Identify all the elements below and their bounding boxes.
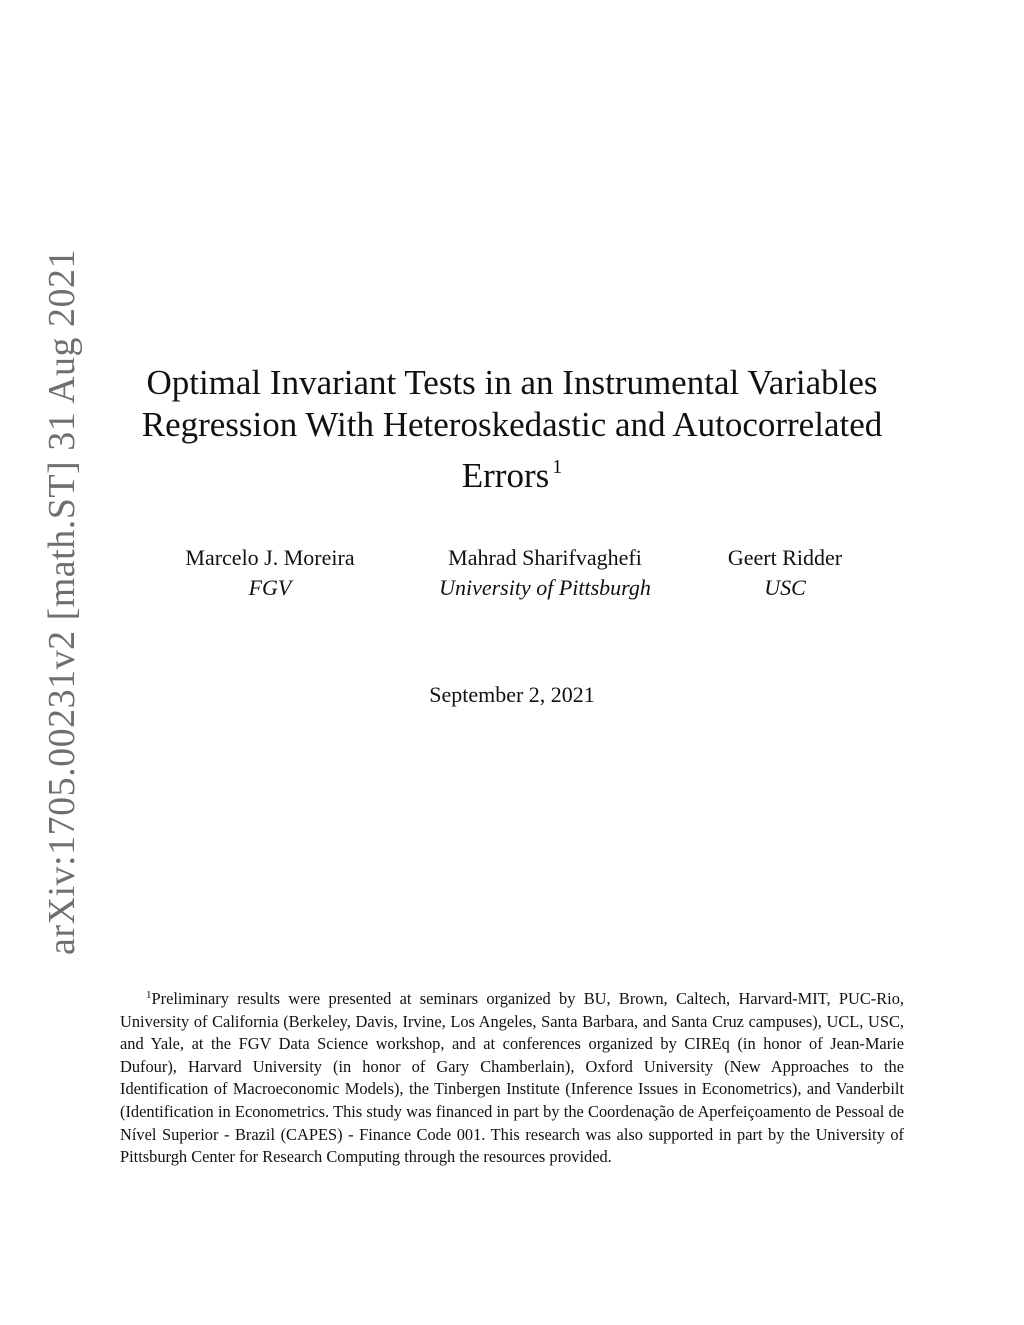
author-name: Geert Ridder — [727, 545, 843, 570]
author-affiliation: University of Pittsburgh — [439, 575, 651, 600]
author-3 — [695, 543, 875, 603]
publication-date: September 2, 2021 — [429, 682, 595, 707]
title-line-3-text: Errors — [461, 456, 550, 495]
footnote-text: Preliminary results were presented at seminars organized by BU, Brown, Caltech, Harvard-MIT, PUC-Rio, University of California (Berkeley, Davis, Irvine, Los Angeles, Santa Barbara, and Santa Cruz campuses), UCL, USC, and Yale, at the FGV Data Science workshop, and at conferences organized by CIREq (in honor of Jean-Marie Dufour), Harvard University (in honor of Gary Chamberlain), Oxford University (New Approaches to the Identification of Macroeconomic Models), the Tinbergen Institute (Inference Issues in Econometrics), and Vanderbilt (Identification in Econometrics. This study was financed in part by the Coordenação de Aperfeiçoamento de Pessoal de Nível Superior - Brazil (CAPES) - Finance Code 001. This research was also supported in part by the University of Pittsburgh Center for Research Computing through the resources provided. — [120, 989, 904, 1167]
author-1 — [150, 543, 390, 603]
author-name: Mahrad Sharifvaghefi — [448, 545, 642, 570]
footnote-mark: 1 — [146, 989, 152, 1001]
title-footnote — [120, 984, 904, 1169]
author-name: Marcelo J. Moreira — [185, 545, 355, 570]
author-block — [120, 543, 904, 623]
author-affiliation: USC — [764, 575, 806, 600]
paper-title — [120, 362, 904, 497]
title-line-1: Optimal Invariant Tests in an Instrumental Variables — [146, 363, 878, 402]
arxiv-identifier-stamp: arXiv:1705.00231v2 [math.ST] 31 Aug 2021 — [41, 248, 83, 955]
title-footnote-mark: 1 — [552, 456, 563, 478]
title-line-3 — [120, 446, 904, 497]
author-affiliation: FGV — [248, 575, 292, 600]
author-2 — [410, 543, 680, 603]
title-line-2: Regression With Heteroskedastic and Autocorrelated — [141, 405, 883, 444]
